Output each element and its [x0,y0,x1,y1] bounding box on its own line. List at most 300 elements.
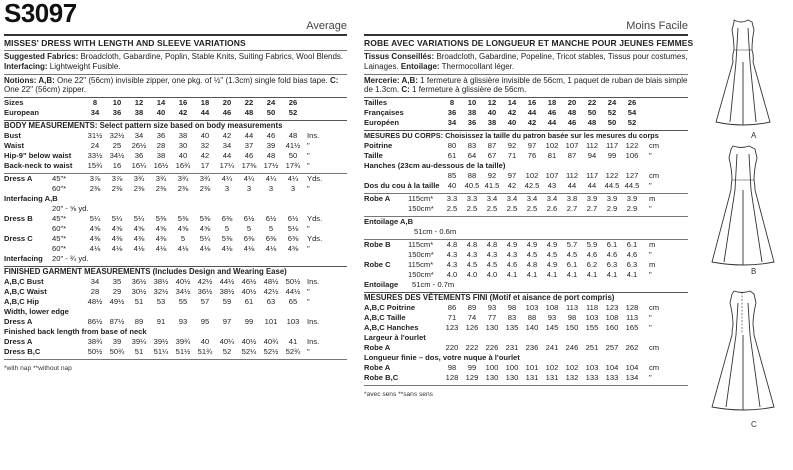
table-cell: 17¾ [285,161,301,171]
table-cell: 2.5 [506,204,518,214]
table-cell: 6.2 [586,260,598,270]
table-cell: 42 [178,108,188,118]
table-cell: 104 [625,363,639,373]
fabric-width: 115cm* [408,240,434,250]
table-cell: 52 [222,347,232,357]
fini-row [364,363,688,373]
table-cell: 80 [447,141,457,151]
table-cell: 52 [627,118,637,128]
table-cell: 40 [156,108,166,118]
table-cell: 220 [445,343,459,353]
table-cell: 34 [447,118,457,128]
yardage-row [4,254,347,264]
mesure-row [364,171,688,181]
table-cell: 4.1 [566,270,578,280]
unit-label: Ins. [307,277,320,287]
fabric-width: 115cm* [408,260,434,270]
yardage-row [4,234,347,244]
unit-label: cm [649,343,660,353]
table-cell: 50½ [87,347,103,357]
table-cell: 6½ [243,214,255,224]
pattern-number: S3097 [4,0,77,28]
metrage-row [364,194,688,204]
table-cell: 122 [605,171,619,181]
table-cell: 38 [467,108,477,118]
table-cell: 44.5 [624,181,640,191]
table-cell: 262 [625,343,639,353]
row-label: Robe C [364,260,391,270]
table-cell: 44 [567,181,577,191]
table-cell: 44 [547,118,557,128]
table-cell: 50½ [285,277,301,287]
table-cell: 4⅛ [243,244,255,254]
table-cell: 128 [625,303,639,313]
table-cell: 8 [449,98,455,108]
table-cell: 5 [180,234,186,244]
table-cell: 34 [222,141,232,151]
table-cell: 4¼ [265,174,277,184]
table-cell: 42.5 [524,181,540,191]
table-cell: 50¾ [109,347,125,357]
table-cell: 5⅜ [177,214,189,224]
table-cell: 4⅜ [111,234,123,244]
table-cell: 6⅜ [265,234,277,244]
table-cell: 29 [112,287,122,297]
table-cell: 4.5 [566,250,578,260]
table-cell: 4.8 [526,260,538,270]
table-cell: 34½ [109,151,125,161]
table-cell: 40½ [241,287,257,297]
row-label: Dress B,C [4,347,41,357]
row-label: Bust [4,131,21,141]
fini-row [364,333,688,343]
unit-label: " [649,313,652,323]
size-row [4,98,347,108]
francaises-row [364,108,688,118]
table-cell: 88 [467,171,477,181]
unit-label: Yds. [307,234,323,244]
table-cell: 36 [467,118,477,128]
table-cell: 131 [525,373,539,383]
table-cell: 4.9 [546,260,558,270]
fini-row [364,303,688,313]
table-cell: 4.3 [486,250,498,260]
table-cell: 2⅜ [177,184,189,194]
table-cell: 52 [288,108,298,118]
french-finished-heading: MESURES DES VÊTEMENTS FINI (Motif et aisance de port compris) [364,293,615,303]
row-label: Françaises [364,108,404,118]
table-cell: 257 [605,343,619,353]
table-cell: 4.6 [626,250,638,260]
table-cell: 4⅝ [155,224,167,234]
table-cell: 108 [545,303,559,313]
table-cell: 40 [200,131,210,141]
table-cell: 6⅜ [243,234,255,244]
table-cell: 4.9 [546,240,558,250]
table-cell: 39 [266,141,276,151]
table-cell: 117 [605,141,619,151]
metrage-row [364,250,688,260]
unit-label: Ins. [307,131,320,141]
row-label: Robe A [364,363,391,373]
table-cell: 3.3 [466,194,478,204]
row-label: A,B,C Hip [4,297,40,307]
table-cell: 113 [625,313,639,323]
table-cell: 14 [507,98,517,108]
table-cell: 130 [505,373,519,383]
table-cell: 44 [200,108,210,118]
table-cell: 40½ [175,277,191,287]
table-cell: 42½ [197,277,213,287]
table-cell: 2.5 [526,204,538,214]
unit-label: Ins. [307,317,320,327]
row-label: Dress C [4,234,33,244]
table-cell: 81 [547,151,557,161]
table-cell: 87 [567,151,577,161]
table-cell: 20 [222,98,232,108]
table-cell: 236 [525,343,539,353]
table-cell: 3.9 [606,194,618,204]
english-body-heading: BODY MEASUREMENTS: Select pattern size based on body measurements [4,121,283,131]
table-cell: 63 [266,297,276,307]
unit-label: " [307,161,310,171]
dress-view-b-drawing [694,140,793,275]
row-label: Taille [364,151,383,161]
table-cell: 51½ [175,347,191,357]
table-cell: 42 [222,131,232,141]
table-cell: 38 [178,131,188,141]
yardage-row [4,204,347,214]
table-cell: 113 [565,303,579,313]
table-cell: 34 [90,277,100,287]
metrage-row [364,270,688,280]
body-row [4,141,347,151]
row-label: Robe B [364,240,391,250]
table-cell: 46 [266,131,276,141]
table-cell: 50 [266,108,276,118]
table-cell: 17⅜ [241,161,257,171]
table-cell: 42 [200,151,210,161]
table-cell: 39 [112,337,122,347]
table-cell: 6.3 [626,260,638,270]
table-cell: 57 [200,297,210,307]
table-cell: 41.5 [484,181,500,191]
french-body-table [364,141,688,191]
table-cell: 4⅛ [221,244,233,254]
row-label: Longueur finie – dos, votre nuque à l'ourlet [364,353,520,363]
table-cell: 94 [587,151,597,161]
table-cell: 6.1 [606,240,618,250]
table-cell: 231 [505,343,519,353]
table-cell: 134 [625,373,639,383]
fini-row [364,373,688,383]
table-cell: 34 [90,108,100,118]
table-cell: 4⅛ [133,244,145,254]
metrage-row [364,204,688,214]
table-cell: 3 [290,184,296,194]
table-cell: 4.3 [446,260,458,270]
french-interfacing-ab-width: 51cm - 0.6m [414,227,457,237]
table-cell: 5.7 [566,240,578,250]
table-cell: 88 [527,313,537,323]
table-cell: 46 [547,108,557,118]
table-cell: 3.4 [526,194,538,204]
table-cell: 51 [134,347,144,357]
table-cell: 99 [244,317,254,327]
french-interfacing-c: Entoilage 51cm - 0.7m [364,280,455,290]
unit-label: " [307,224,310,234]
table-cell: 3.4 [506,194,518,204]
table-cell: 4.5 [526,250,538,260]
body-row [4,161,347,171]
table-cell: 150 [565,323,579,333]
table-cell: 28 [90,287,100,297]
table-cell: 98 [507,303,517,313]
table-cell: 3.4 [486,194,498,204]
table-cell: 3 [246,184,252,194]
yardage-row [4,184,347,194]
table-cell: 101 [264,317,278,327]
table-cell: 122 [625,141,639,151]
table-cell: 32½ [153,287,169,297]
table-cell: 4.1 [626,270,638,280]
table-cell: 71 [447,313,457,323]
table-cell: 26 [288,98,298,108]
fabric-width: 20" - ⅝ yd. [52,204,89,214]
table-cell: 246 [565,343,579,353]
french-title: ROBE AVEC VARIATIONS DE LONGUEUR ET MANCHE POUR JEUNES FEMMES [364,38,694,48]
table-cell: 38½ [153,277,169,287]
mesure-row [364,161,688,171]
difficulty-fr: Moins Facile [626,20,688,32]
table-cell: 48 [244,108,254,118]
french-body-heading: MESURES DU CORPS: Choisissez la taille du patron basée sur les mesures du corps [364,131,659,141]
table-cell: 3.9 [586,194,598,204]
table-cell: 4.3 [506,250,518,260]
table-cell: 97 [222,317,232,327]
table-cell: 4.1 [606,270,618,280]
table-cell: 16¼ [131,161,147,171]
table-cell: 95 [200,317,210,327]
english-title: MISSES' DRESS WITH LENGTH AND SLEEVE VARIATIONS [4,38,246,48]
table-cell: 4¼ [243,174,255,184]
french-finished-table [364,303,688,383]
table-cell: 39¾ [175,337,191,347]
table-cell: 4⅝ [89,224,101,234]
table-cell: 42 [507,181,517,191]
table-cell: 87½ [109,317,125,327]
row-label: Hanches (23cm au-dessous de la taille) [364,161,506,171]
table-cell: 28 [156,141,166,151]
table-cell: 4⅝ [199,224,211,234]
table-cell: 18 [547,98,557,108]
table-cell: 4⅛ [199,244,211,254]
table-cell: 59 [222,297,232,307]
table-cell: 4.0 [486,270,498,280]
table-cell: 24 [90,141,100,151]
table-cell: 107 [565,141,579,151]
table-cell: 131 [545,373,559,383]
table-cell: 10 [467,98,477,108]
table-cell: 5¼ [111,214,123,224]
table-cell: 4.0 [446,270,458,280]
unit-label: Yds. [307,174,323,184]
table-cell: 40½ [241,337,257,347]
table-cell: 42½ [263,287,279,297]
table-cell: 46 [222,108,232,118]
table-cell: 17 [200,161,210,171]
table-cell: 2⅜ [155,184,167,194]
table-cell: 76 [527,151,537,161]
table-cell: 38½ [219,287,235,297]
fabric-width: 20" - ¾ yd. [52,254,89,264]
table-cell: 99 [607,151,617,161]
row-label: Width, lower edge [4,307,69,317]
table-cell: 102 [525,171,539,181]
table-cell: 103 [585,363,599,373]
table-cell: 103 [525,303,539,313]
table-cell: 83 [467,141,477,151]
table-cell: 4⅛ [111,244,123,254]
table-cell: 123 [445,323,459,333]
table-cell: 51¾ [197,347,213,357]
table-cell: 92 [507,141,517,151]
table-cell: 71 [507,151,517,161]
table-cell: 4¼ [287,174,299,184]
table-cell: 44 [587,181,597,191]
table-cell: 37 [244,141,254,151]
fini-row [364,353,688,363]
table-cell: 3.3 [446,194,458,204]
notions: Notions: A,B: One 22" (56cm) invisible zipper, one pkg. of ½" (1.3cm) single fold bias tape. C: One 22" (56cm) zipper. [4,75,339,95]
fabric-width: 150cm* [408,204,434,214]
table-cell: 222 [465,343,479,353]
mesure-row [364,181,688,191]
french-size-table [364,98,688,128]
row-label: Sizes [4,98,24,108]
table-cell: 4⅛ [265,244,277,254]
table-cell: 64 [467,151,477,161]
table-cell: 44 [527,108,537,118]
yardage-row [4,194,347,204]
table-cell: 98 [567,313,577,323]
table-cell: 4⅝ [177,224,189,234]
table-cell: 92 [487,171,497,181]
table-cell: 102 [565,363,579,373]
table-cell: 3.8 [566,194,578,204]
unit-label: Yds. [307,214,323,224]
table-cell: 100 [485,363,499,373]
english-body-table [4,131,347,171]
table-cell: 4⅜ [155,234,167,244]
table-cell: 36 [156,131,166,141]
table-cell: 40 [447,181,457,191]
table-cell: 5¼ [89,214,101,224]
table-cell: 40¾ [263,337,279,347]
table-cell: 117 [585,171,599,181]
table-cell: 128 [445,373,459,383]
table-cell: 32½ [109,131,125,141]
european-row [4,108,347,118]
table-cell: 5.9 [586,240,598,250]
table-cell: 112 [585,141,599,151]
table-cell: 44½ [219,277,235,287]
table-cell: 129 [465,373,479,383]
table-cell: 103 [286,317,300,327]
table-cell: 2.5 [466,204,478,214]
table-cell: 36½ [197,287,213,297]
row-label: A,B,C Waist [4,287,47,297]
table-cell: 31½ [87,131,103,141]
fabric-width: 45"* [52,214,67,224]
table-cell: 39¼ [131,337,147,347]
table-cell: 85 [447,171,457,181]
unit-label: " [649,151,652,161]
suggested-fabrics: Suggested Fabrics: Broadcloth, Gabardine, Poplin, Stable Knits, Suiting Fabrics, Wool Blends. Interfacing: Lightweight Fusible. [4,52,344,71]
table-cell: 5 [246,224,252,234]
table-cell: 4⅝ [111,224,123,234]
table-cell: 6.1 [626,240,638,250]
table-cell: 5¼ [133,214,145,224]
table-cell: 107 [545,171,559,181]
row-label: Tailles [364,98,388,108]
table-cell: 40.5 [464,181,480,191]
table-cell: 4.0 [466,270,478,280]
table-cell: 4⅜ [89,234,101,244]
table-cell: 48 [266,151,276,161]
table-cell: 6½ [265,214,277,224]
table-cell: 32 [200,141,210,151]
unit-label: Ins. [307,337,320,347]
table-cell: 5⅛ [287,224,299,234]
row-label: Dress A [4,317,33,327]
table-cell: 51¼ [153,347,169,357]
table-cell: 93 [487,303,497,313]
yardage-row [4,174,347,184]
unit-label: " [307,184,310,194]
table-cell: 104 [605,363,619,373]
french-yardage-bc [364,240,688,280]
view-a-label: A [751,131,757,140]
table-cell: 3⅞ [111,174,123,184]
dress-view-a-drawing [694,14,793,139]
table-cell: 127 [625,171,639,181]
row-label: A,B,C Bust [4,277,44,287]
table-cell: 18 [200,98,210,108]
table-cell: 87 [487,141,497,151]
fini-row [364,343,688,353]
table-cell: 4.8 [466,240,478,250]
table-cell: 4⅛ [155,244,167,254]
fini-row [364,313,688,323]
table-cell: 103 [585,313,599,323]
table-cell: 132 [565,373,579,383]
table-cell: 26½ [131,141,147,151]
table-cell: 145 [545,323,559,333]
table-cell: 98 [447,363,457,373]
table-cell: 2.7 [566,204,578,214]
table-cell: 133 [605,373,619,383]
fabric-width: 60"* [52,184,67,194]
table-cell: 6½ [287,214,299,224]
finished-row [4,277,347,287]
table-cell: 34 [134,131,144,141]
table-cell: 46 [244,151,254,161]
french-yardage-a [364,194,688,214]
unit-label: m [649,194,656,204]
table-cell: 34½ [175,287,191,297]
table-cell: 130 [485,323,499,333]
